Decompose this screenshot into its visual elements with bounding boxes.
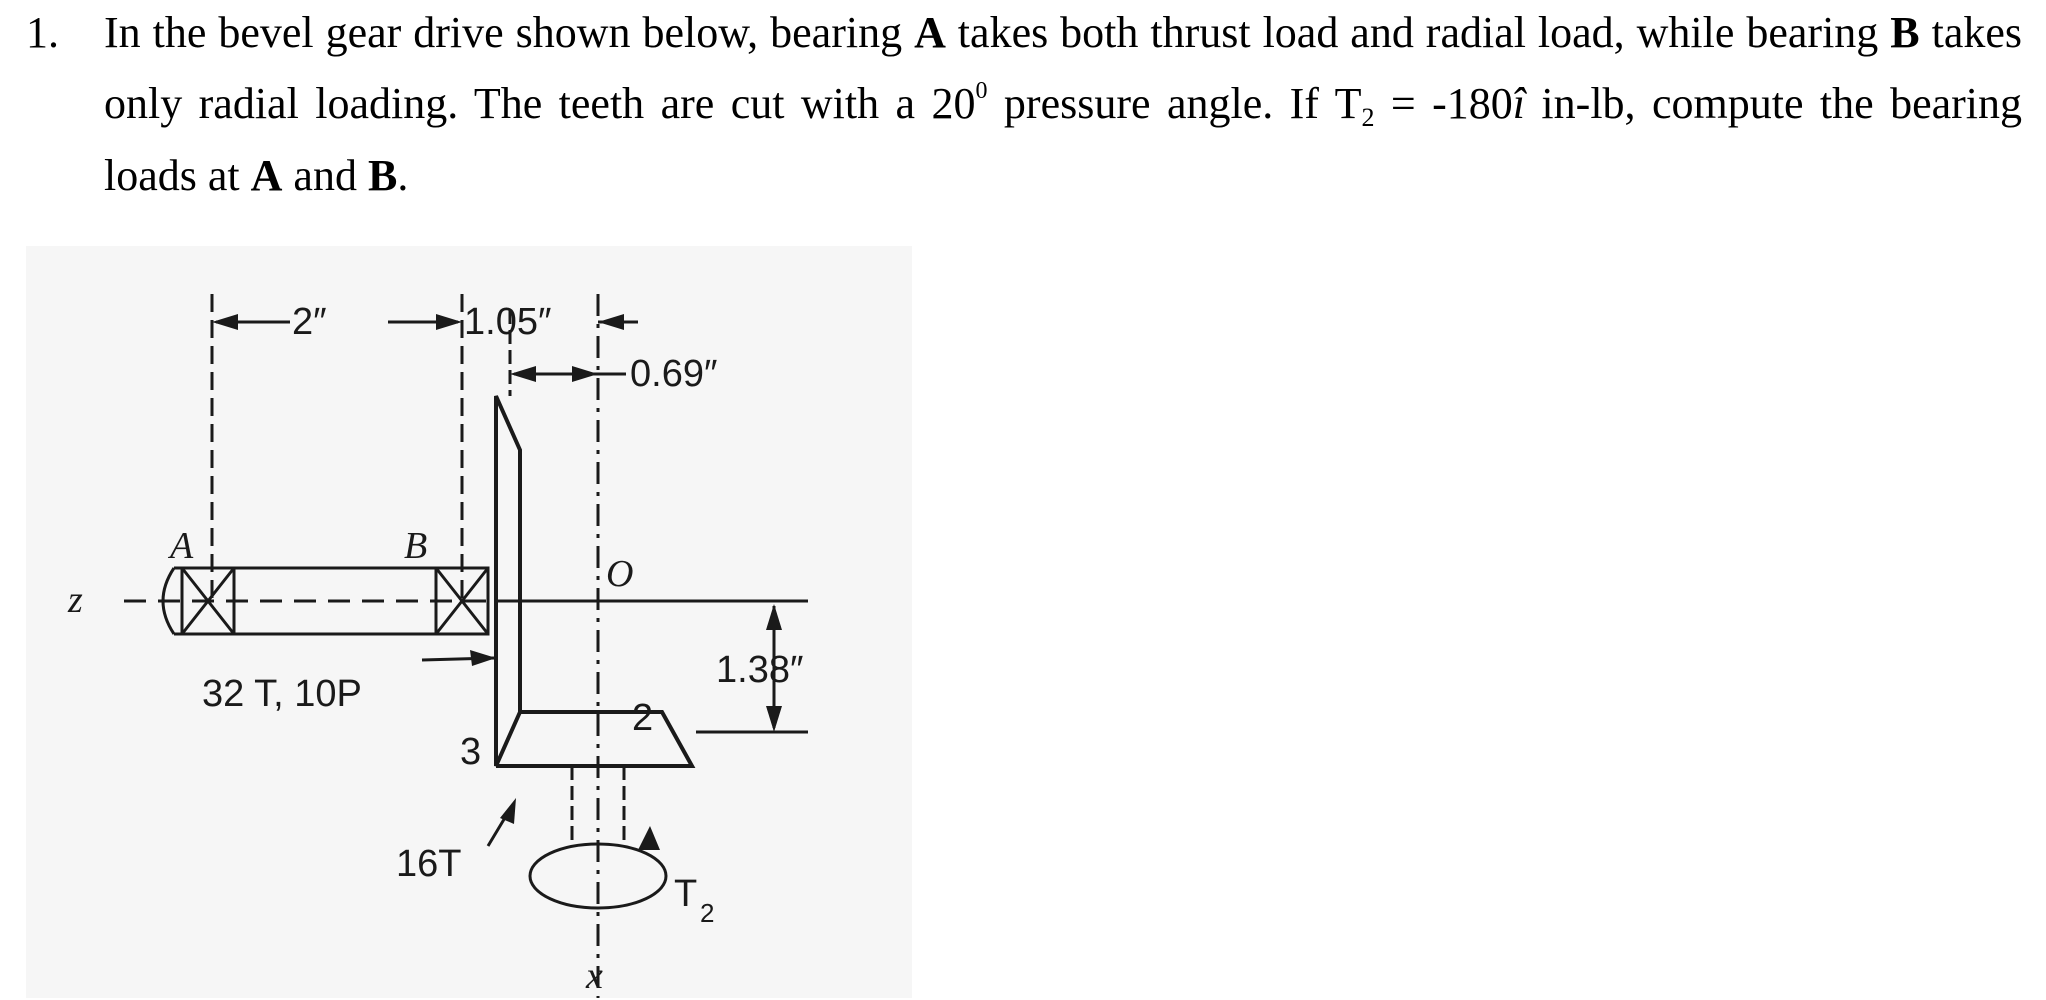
gear-32t	[496, 396, 520, 766]
arrowhead-2in-right	[436, 314, 462, 330]
label-torque-sub: 2	[700, 898, 715, 928]
dim-2in: 2″	[292, 301, 327, 343]
arrowhead-138-bottom	[766, 706, 782, 732]
label-32t: 32 T, 10P	[202, 673, 362, 715]
dim-138: 1.38″	[716, 649, 804, 691]
label-o: O	[606, 553, 634, 595]
dim-069: 0.69″	[630, 353, 718, 395]
arrowhead-105	[598, 314, 624, 330]
label-gear-3: 3	[460, 731, 482, 773]
diagram-drawing	[26, 246, 912, 998]
arrowhead-069-left	[510, 366, 536, 382]
label-a: A	[170, 525, 194, 567]
torque-subscript: 2	[1361, 103, 1375, 132]
arrowhead-2in-left	[212, 314, 238, 330]
arrowhead-32t	[470, 650, 496, 666]
gear-16t	[496, 712, 692, 766]
arrowhead-torque	[638, 826, 660, 850]
problem-text: In the bevel gear drive shown below, bearing A takes both thrust load and radial load, while bearing B takes only radial loading. The teeth are cut with a $20^0$ pressure angle. If $T_2$ = -180î in-lb, compute the bearing loads at A and B.	[104, 8, 2022, 200]
label-z: z	[68, 579, 83, 621]
problem-number: 1.	[26, 8, 59, 57]
arrowhead-138-top	[766, 604, 782, 630]
label-x: x	[586, 955, 603, 997]
unit-vector: î	[1512, 79, 1526, 128]
label-b: B	[404, 525, 428, 567]
label-torque: T	[674, 873, 698, 915]
label-16t: 16T	[396, 843, 462, 885]
label-gear-2: 2	[632, 697, 654, 739]
arrowhead-069-right	[572, 366, 598, 382]
degree-superscript: 0	[975, 78, 988, 104]
dim-105: 1.05″	[464, 301, 552, 343]
bevel-gear-diagram	[26, 246, 912, 998]
